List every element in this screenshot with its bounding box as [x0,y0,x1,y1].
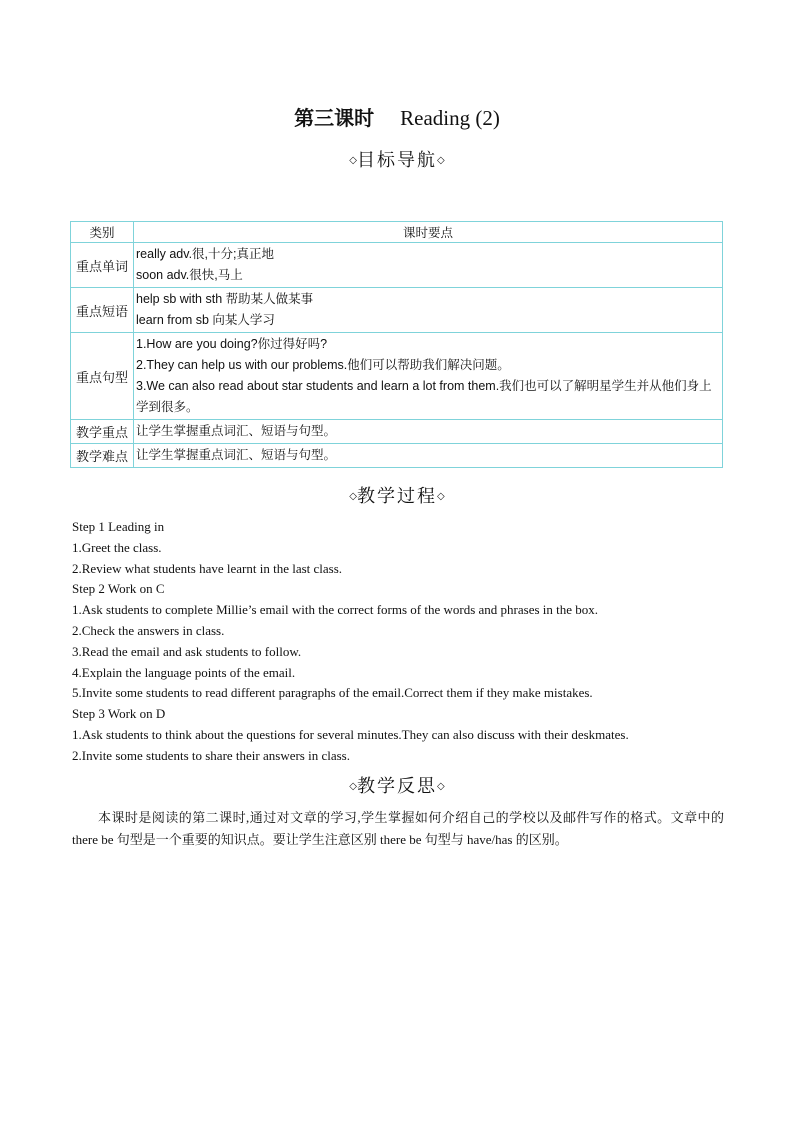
row-category: 重点句型 [71,333,134,420]
row-content [134,243,723,288]
section-heading-label: 目标导航 [357,150,437,171]
reflection-paragraph: 本课时是阅读的第二课时,通过对文章的学习,学生掌握如何介绍自己的学校以及邮件写作的格式。文章中的 there be 句型是一个重要的知识点。要让学生注意区别 there be 句型与 have/has 的区别。 [72,810,724,847]
header-content: 课时要点 [134,222,723,243]
row-content [134,420,723,444]
step-line: Step 2 Work on C [72,581,165,597]
row-category: 重点短语 [71,288,134,333]
content-line: help sb with sth 帮助某人做某事 [136,292,314,306]
row-content [134,288,723,333]
content-line: 让学生掌握重点词汇、短语与句型。 [136,448,337,462]
step-line: 2.Review what students have learnt in the last class. [72,560,343,576]
header-category: 类别 [71,222,134,243]
content-line: 1.How are you doing?你过得好吗? [136,337,328,351]
diamond-icon: ◇ [349,491,357,502]
teaching-steps [72,517,732,767]
step-line: 1.Ask students to think about the questions for several minutes.They can also discuss with their deskmates. [72,726,629,742]
content-line: really adv.很,十分;真正地 [136,247,274,261]
table-row [71,444,723,468]
lesson-title [0,103,794,133]
step-line: 4.Explain the language points of the email. [72,664,296,680]
row-category: 重点单词 [71,243,134,288]
step-line: 2.Invite some students to share their answers in class. [72,747,350,763]
content-line: 3.We can also read about star students and learn a lot from them.我们也可以了解明星学生并从他们身上学到很多。 [136,379,712,414]
table-row [71,243,723,288]
row-content [134,444,723,468]
content-line: 2.They can help us with our problems.他们可以帮助我们解决问题。 [136,358,510,372]
row-category: 教学难点 [71,444,134,468]
table-row [71,333,723,420]
step-line: 5.Invite some students to read different paragraphs of the email.Correct them if they make mistakes. [72,685,593,701]
step-line: 1.Greet the class. [72,539,162,555]
step-line: 3.Read the email and ask students to follow. [72,643,302,659]
diamond-icon: ◇ [349,155,357,166]
step-line: 2.Check the answers in class. [72,622,225,638]
section-heading-goals [0,148,794,174]
section-heading-process [0,484,794,510]
step-line: Step 3 Work on D [72,706,166,722]
row-content [134,333,723,420]
section-heading-label: 教学过程 [357,486,437,507]
content-line: learn from sb 向某人学习 [136,313,275,327]
diamond-icon: ◇ [437,491,445,502]
step-line: Step 1 Leading in [72,519,165,534]
content-line: soon adv.很快,马上 [136,268,243,282]
step-line: 1.Ask students to complete Millie’s email with the correct forms of the words and phrases in the box. [72,602,599,618]
lesson-title-cn: 第三课时 [294,106,375,130]
lesson-title-en: Reading (2) [400,106,500,130]
table-row [71,420,723,444]
table-header-row [71,222,723,243]
content-line: 让学生掌握重点词汇、短语与句型。 [136,424,337,438]
section-heading-label: 教学反思 [357,776,437,797]
section-heading-reflection [0,774,794,800]
diamond-icon: ◇ [437,155,445,166]
table-row [71,288,723,333]
diamond-icon: ◇ [437,781,445,792]
diamond-icon: ◇ [349,781,357,792]
lesson-points-table [70,221,723,468]
row-category: 教学重点 [71,420,134,444]
